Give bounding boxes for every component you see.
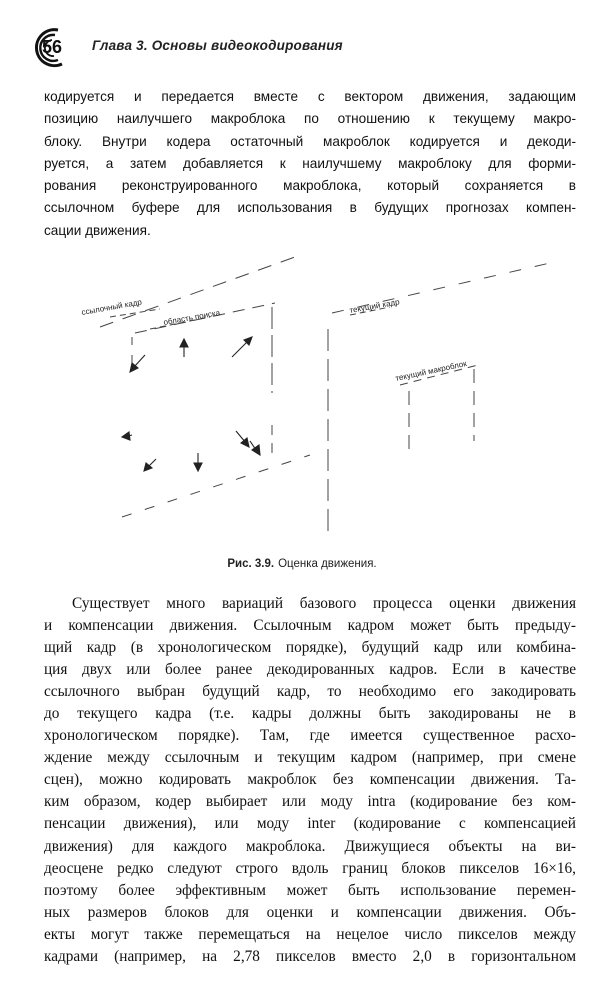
caption-text: Оценка движения.	[278, 558, 377, 570]
arrow-icon	[250, 441, 260, 455]
running-head: Глава 3. Основы видеокодирования	[92, 38, 343, 53]
text-line: сцен), можно кодировать макроблок без компенсации движения. Та-	[44, 771, 576, 789]
figure-caption	[0, 558, 604, 570]
arrow-icon	[236, 431, 249, 447]
text-line: ссылочного выбран будущий кадр, то необходимо его закодировать	[44, 683, 576, 701]
text-line: позицию наилучшего макроблока по отношению к текущему макро-	[44, 111, 576, 127]
arrow-icon	[232, 337, 252, 357]
label-current-frame: текущий кадр	[348, 297, 401, 315]
text-line: и компенсации движения. Ссылочным кадром может быть предыду-	[44, 617, 576, 635]
text-line: до текущего кадра (т.е. кадры должны быть закодированы не в	[44, 705, 576, 723]
arrow-icon	[180, 339, 188, 357]
caption-label: Рис. 3.9.	[227, 558, 275, 570]
page-header	[0, 0, 604, 72]
text-line: ция двух или более ранее декодированных кадров. Если в качестве	[44, 661, 576, 679]
label-reference-frame: ссылочный кадр	[80, 297, 143, 317]
text-line: руется, а затем добавляется к наилучшему макроблоку для форми-	[44, 155, 576, 171]
figure-motion-estimation	[60, 245, 560, 545]
text-line: кодируется и передается вместе с вектором движения, задающим	[44, 89, 576, 104]
reference-frame-outline	[100, 257, 310, 517]
arrow-icon	[122, 432, 132, 440]
text-line: щий кадр (в хронологическом порядке), будущий кадр или комбина-	[44, 639, 576, 657]
text-line: рования реконструированного макроблока, который сохраняется в	[44, 178, 576, 194]
text-line: ссылочном буфере для использования в будущих прогнозах компен-	[44, 200, 576, 216]
text-line: пенсации движения), или моду inter (кодирование с компенсацией	[44, 815, 576, 833]
paragraph-1	[44, 86, 576, 242]
text-line: екты могут также перемещаться на нецелое число пикселов между	[44, 925, 576, 943]
text-line: ных размеров блоков для оценки и компенсации движения. Объ-	[44, 903, 576, 921]
arrow-icon	[144, 459, 156, 471]
paragraph-2	[44, 593, 576, 968]
text-line: блоку. Внутри кодера остаточный макроблок кодируется и декоди-	[44, 133, 576, 149]
search-area-outline	[132, 303, 275, 459]
page-number: 56	[42, 37, 63, 57]
text-line: кадрами (например, на 2,78 пикселов вместо 2,0 в горизонтальном	[44, 947, 576, 965]
arrow-icon	[194, 453, 202, 471]
text-line: хронологическом порядке). Там, где имеется существенное расхо-	[44, 727, 576, 745]
text-line: поэтому более эффективным может быть использование перемен-	[44, 881, 576, 899]
label-current-macroblock: текущий макроблок	[394, 359, 468, 383]
text-line: ждение между ссылочным и текущим кадром (например, при смене	[44, 749, 576, 767]
text-line: Существует много вариаций базового процесса оценки движения	[72, 595, 576, 612]
figure-diagram	[60, 245, 560, 545]
text-line: движения) для каждого макроблока. Движущиеся объекты на ви-	[44, 837, 576, 855]
text-line: ким образом, кодер выбирает или моду intra (кодирование без ком-	[44, 793, 576, 811]
text-line: сации движения.	[44, 222, 151, 238]
motion-vectors	[122, 337, 260, 471]
label-search-area: область поиска	[162, 308, 221, 327]
text-line: деосцене редко следуют строго вдоль границ блоков пикселов 16×16,	[44, 859, 576, 877]
